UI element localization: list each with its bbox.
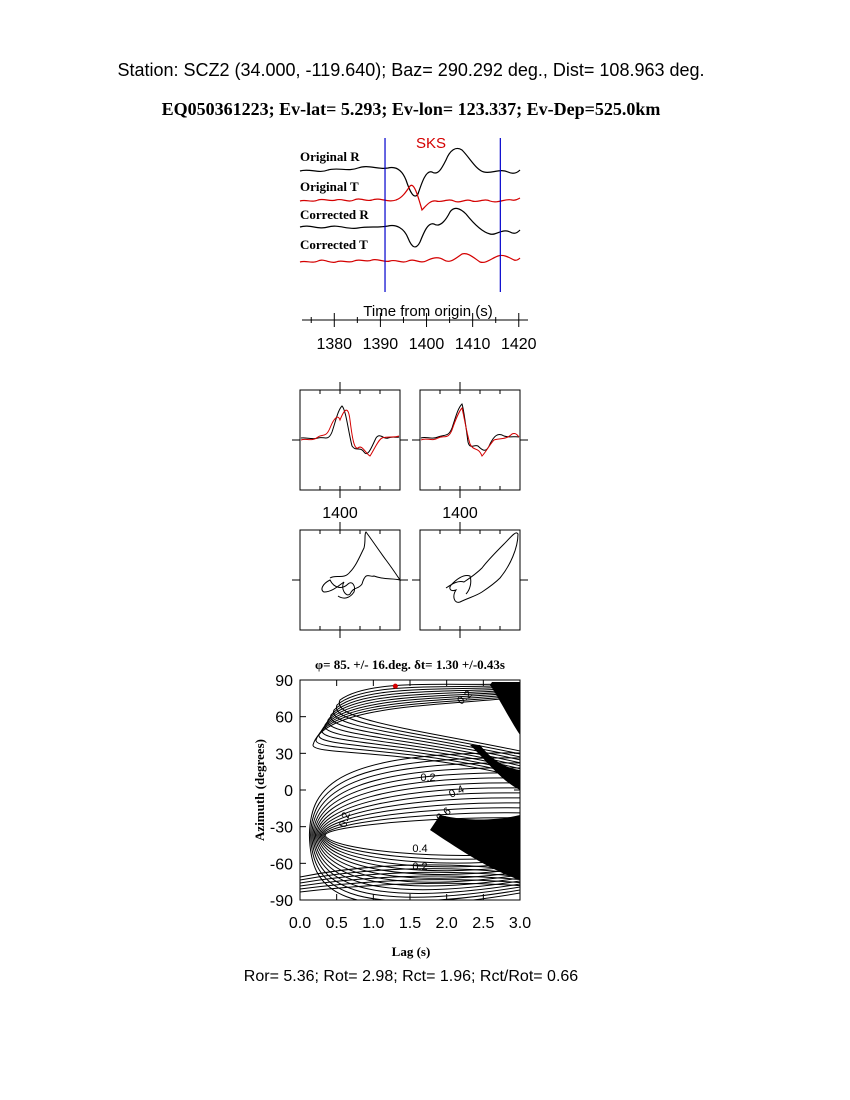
trace-corrected-t <box>300 254 520 263</box>
contour-y-tick-label: -30 <box>269 819 293 837</box>
contour-label: 0.4 <box>447 783 467 801</box>
overlay-corrected-red <box>421 408 519 456</box>
trace-label-corrected-t: Corrected T <box>300 237 368 252</box>
waveform-panel <box>300 135 537 353</box>
contour-x-tick-label: 2.0 <box>435 915 458 932</box>
contour-xlabel: Lag (s) <box>391 944 431 959</box>
contour-x-tick-label: 0.5 <box>325 915 348 932</box>
particle-path-original <box>322 532 400 598</box>
particle-box-ticks <box>292 522 528 638</box>
contour-x-tick-label: 1.0 <box>362 915 385 932</box>
station-info: Station: SCZ2 (34.000, -119.640); Baz= 290.292 deg., Dist= 108.963 deg. <box>117 60 705 80</box>
contour-label: 0.2 <box>420 772 436 784</box>
overlay-original-red <box>301 410 399 456</box>
contour-x-tick-label: 0.0 <box>288 915 312 932</box>
best-fit-marker <box>393 684 398 689</box>
contour-title: φ= 85. +/- 16.deg. δt= 1.30 +/-0.43s <box>314 657 506 672</box>
particle-box-original <box>300 530 400 630</box>
contour-y-tick-label: -60 <box>269 856 293 874</box>
time-axis-label: Time from origin (s) <box>363 303 493 320</box>
contour-x-tick-label: 3.0 <box>508 915 532 932</box>
overlay-box-corrected <box>420 390 520 490</box>
contour-x-tick-label: 1.5 <box>398 915 422 932</box>
contour-y-tick-label: -90 <box>269 893 293 910</box>
energy-ratio-summary: Ror= 5.36; Rot= 2.98; Rct= 1.96; Rct/Rot= 0.66 <box>243 968 579 985</box>
time-tick-label: 1380 <box>316 336 353 353</box>
particle-motion-panels <box>292 522 528 638</box>
time-tick-label: 1400 <box>408 336 445 353</box>
trace-label-original-t: Original T <box>300 179 359 194</box>
overlay-original-black <box>301 406 399 454</box>
trace-label-original-r: Original R <box>300 149 360 164</box>
contour-y-tick-label: 0 <box>284 783 293 800</box>
contour-label: 0.6 <box>434 805 454 825</box>
contour-ylabel: Azimuth (degrees) <box>252 739 267 841</box>
contour-y-tick-label: 30 <box>275 746 293 764</box>
time-tick-label: 1390 <box>362 336 399 353</box>
overlay-panels <box>292 382 528 522</box>
overlay-box-original <box>300 390 400 490</box>
overlay-corrected-tick-label: 1400 <box>442 505 478 522</box>
event-info: EQ050361223; Ev-lat= 5.293; Ev-lon= 123.337; Ev-Dep=525.0km <box>161 99 661 119</box>
particle-path-corrected <box>446 533 518 602</box>
contour-label: 0.2 <box>337 810 353 829</box>
contour-label: 0.2 <box>412 861 428 873</box>
phase-label: SKS <box>415 135 447 152</box>
time-tick-label: 1420 <box>500 336 537 353</box>
contour-label: 0.2 <box>455 688 475 708</box>
contour-x-tick-label: 2.5 <box>472 915 495 932</box>
trace-label-corrected-r: Corrected R <box>300 207 369 222</box>
contour-y-tick-label: 60 <box>275 709 293 727</box>
contour-y-tick-label: 90 <box>275 673 293 690</box>
time-tick-label: 1410 <box>454 336 491 353</box>
contour-label: 0.4 <box>412 843 428 855</box>
overlay-original-tick-label: 1400 <box>322 505 358 522</box>
particle-box-corrected <box>420 530 520 630</box>
energy-contour-panel <box>252 657 531 959</box>
